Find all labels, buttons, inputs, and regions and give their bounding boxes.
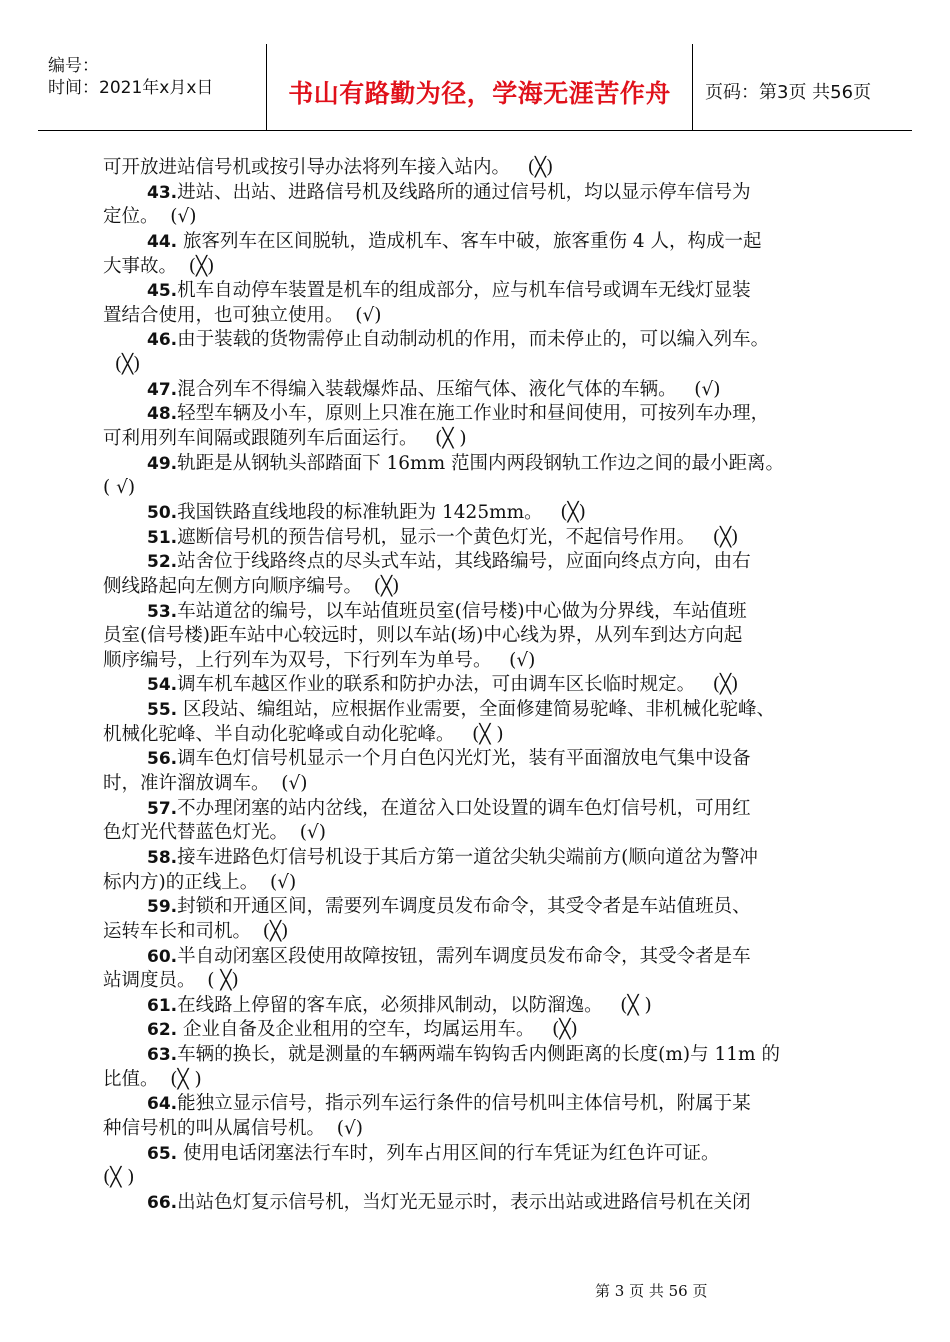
line-text: 调车机车越区作业的联系和防护办法，可由调车区长临时规定。 (╳) <box>177 674 739 696</box>
question-number: 56. <box>147 749 178 770</box>
line-text: 种信号机的叫从属信号机。 (√) <box>103 1117 363 1139</box>
text-line <box>103 673 873 698</box>
line-text: 顺序编号，上行列车为双号，下行列车为单号。 (√) <box>103 649 536 671</box>
page-info: 页码：第3页 共56页 <box>705 82 872 103</box>
header-info-cell <box>38 44 267 130</box>
question-number: 48. <box>147 404 178 425</box>
line-text: 进站、出站、进路信号机及线路所的通过信号机，均以显示停车信号为 <box>177 181 751 203</box>
text-line <box>103 1018 873 1043</box>
text-line <box>103 1166 873 1191</box>
question-list <box>103 156 873 1216</box>
line-text: 机械化驼峰、半自动化驼峰或自动化驼峰。 (╳ ) <box>103 723 504 745</box>
line-text: 使用电话闭塞法行车时，列车占用区间的行车凭证为红色许可证。 <box>177 1142 720 1164</box>
header-page-cell <box>693 44 912 130</box>
text-line <box>103 624 873 649</box>
text-line <box>103 427 873 452</box>
text-line <box>103 279 873 304</box>
text-line <box>103 1117 873 1142</box>
text-line <box>103 747 873 772</box>
text-line <box>103 501 873 526</box>
question-number: 58. <box>147 847 178 868</box>
line-text: 站调度员。 ( ╳) <box>103 970 239 992</box>
text-line <box>103 476 873 501</box>
question-number: 46. <box>147 330 178 351</box>
question-number: 53. <box>147 601 178 622</box>
question-number: 63. <box>147 1045 178 1066</box>
line-text: 由于装载的货物需停止自动制动机的作用，而未停止的，可以编入列车。 <box>177 329 770 351</box>
text-line <box>103 1043 873 1068</box>
question-number: 43. <box>147 182 178 203</box>
text-line <box>103 649 873 674</box>
line-text: 区段站、编组站，应根据作业需要，全面修建简易驼峰、非机械化驼峰、 <box>177 699 776 721</box>
text-line <box>103 871 873 896</box>
line-text: (╳ ) <box>103 1167 135 1189</box>
text-line <box>103 402 873 427</box>
page-header <box>38 44 912 131</box>
text-line <box>103 1191 873 1216</box>
question-number: 64. <box>147 1094 178 1115</box>
question-number: 61. <box>147 995 178 1016</box>
line-text: 大事故。 (╳) <box>103 255 215 277</box>
line-text: 旅客列车在区间脱轨，造成机车、客车中破，旅客重伤 4 人，构成一起 <box>177 230 762 252</box>
line-text: 定位。 (√) <box>103 206 197 228</box>
text-line <box>103 1142 873 1167</box>
text-line <box>103 575 873 600</box>
question-number: 59. <box>147 897 178 918</box>
question-number: 60. <box>147 946 178 967</box>
line-text: 遮断信号机的预告信号机，显示一个黄色灯光，不起信号作用。 (╳) <box>177 526 739 548</box>
text-line <box>103 230 873 255</box>
text-line <box>103 550 873 575</box>
text-line <box>103 945 873 970</box>
serial-label: 编号： <box>48 56 99 76</box>
line-text: 接车进路色灯信号机设于其后方第一道岔尖轨尖端前方(顺向道岔为警冲 <box>177 846 758 868</box>
line-text: (╳) <box>103 354 141 376</box>
time-label: 时间：2021年x月x日 <box>48 78 214 98</box>
line-text: 封锁和开通区间，需要列车调度员发布命令，其受令者是车站值班员、 <box>177 896 751 918</box>
question-number: 57. <box>147 798 178 819</box>
question-number: 55. <box>147 700 178 721</box>
text-line <box>103 353 873 378</box>
line-text: 在线路上停留的客车底，必须排风制动，以防溜逸。 (╳ ) <box>177 994 652 1016</box>
text-line <box>103 181 873 206</box>
line-text: 侧线路起向左侧方向顺序编号。 (╳) <box>103 575 400 597</box>
text-line <box>103 255 873 280</box>
text-line <box>103 600 873 625</box>
text-line <box>103 797 873 822</box>
line-text: 轻型车辆及小车，原则上只准在施工作业时和昼间使用，可按列车办理， <box>177 403 770 425</box>
text-line <box>103 821 873 846</box>
question-number: 54. <box>147 675 178 696</box>
line-text: ( √) <box>103 477 136 499</box>
line-text: 车站道岔的编号，以车站值班员室(信号楼)中心做为分界线，车站值班 <box>177 600 747 622</box>
text-line <box>103 920 873 945</box>
line-text: 标内方)的正线上。 (√) <box>103 871 297 893</box>
text-line <box>103 304 873 329</box>
line-text: 调车色灯信号机显示一个月白色闪光灯光，装有平面溜放电气集中设备 <box>177 748 751 770</box>
line-text: 色灯光代替蓝色灯光。 (√) <box>103 822 326 844</box>
header-motto-cell <box>267 44 693 130</box>
line-text: 站舍位于线路终点的尽头式车站，其线路编号，应面向终点方向，由右 <box>177 551 751 573</box>
text-line <box>103 1092 873 1117</box>
text-line <box>103 1068 873 1093</box>
text-line <box>103 205 873 230</box>
question-number: 50. <box>147 502 178 523</box>
question-number: 44. <box>147 231 178 252</box>
line-text: 可开放进站信号机或按引导办法将列车接入站内。 (╳) <box>103 157 554 178</box>
line-text: 我国铁路直线地段的标准轨距为 1425mm。 (╳) <box>177 501 586 523</box>
line-text: 置结合使用，也可独立使用。 (√) <box>103 304 382 326</box>
text-line <box>103 452 873 477</box>
line-text: 运转车长和司机。 (╳) <box>103 920 289 942</box>
page-footer: 第 3 页 共 56 页 <box>595 1282 708 1300</box>
question-number: 66. <box>147 1192 178 1213</box>
text-line <box>103 846 873 871</box>
question-number: 65. <box>147 1143 178 1164</box>
line-text: 出站色灯复示信号机，当灯光无显示时，表示出站或进路信号机在关闭 <box>177 1191 751 1213</box>
question-number: 49. <box>147 453 178 474</box>
line-text: 员室(信号楼)距车站中心较远时，则以车站(场)中心线为界，从列车到达方向起 <box>103 625 743 647</box>
text-line <box>103 698 873 723</box>
question-number: 51. <box>147 527 178 548</box>
line-text: 车辆的换长，就是测量的车辆两端车钩钩舌内侧距离的长度(m)与 11m 的 <box>177 1044 780 1066</box>
line-text: 机车自动停车装置是机车的组成部分，应与机车信号或调车无线灯显装 <box>177 280 751 302</box>
question-number: 45. <box>147 281 178 302</box>
text-line <box>103 328 873 353</box>
text-line <box>103 723 873 748</box>
question-number: 52. <box>147 552 178 573</box>
line-text: 可利用列车间隔或跟随列车后面运行。 (╳ ) <box>103 428 467 450</box>
line-text: 轨距是从钢轨头部踏面下 16mm 范围内两段钢轨工作边之间的最小距离。 <box>177 452 785 474</box>
question-number: 47. <box>147 379 178 400</box>
text-line <box>103 156 873 181</box>
line-text: 半自动闭塞区段使用故障按钮，需列车调度员发布命令，其受令者是车 <box>177 945 751 967</box>
question-number: 62. <box>147 1020 178 1041</box>
text-line <box>103 378 873 403</box>
text-line <box>103 895 873 920</box>
text-line <box>103 772 873 797</box>
text-line <box>103 526 873 551</box>
text-line <box>103 969 873 994</box>
line-text: 混合列车不得编入装载爆炸品、压缩气体、液化气体的车辆。 (√) <box>177 378 721 400</box>
line-text: 不办理闭塞的站内岔线，在道岔入口处设置的调车色灯信号机，可用红 <box>177 797 751 819</box>
line-text: 企业自备及企业租用的空车，均属运用车。 (╳) <box>177 1019 578 1041</box>
line-text: 比值。 (╳ ) <box>103 1068 202 1090</box>
line-text: 时，准许溜放调车。 (√) <box>103 773 308 795</box>
motto: 书山有路勤为径，学海无涯苦作舟 <box>288 79 671 108</box>
text-line <box>103 994 873 1019</box>
line-text: 能独立显示信号，指示列车运行条件的信号机叫主体信号机，附属于某 <box>177 1093 751 1115</box>
